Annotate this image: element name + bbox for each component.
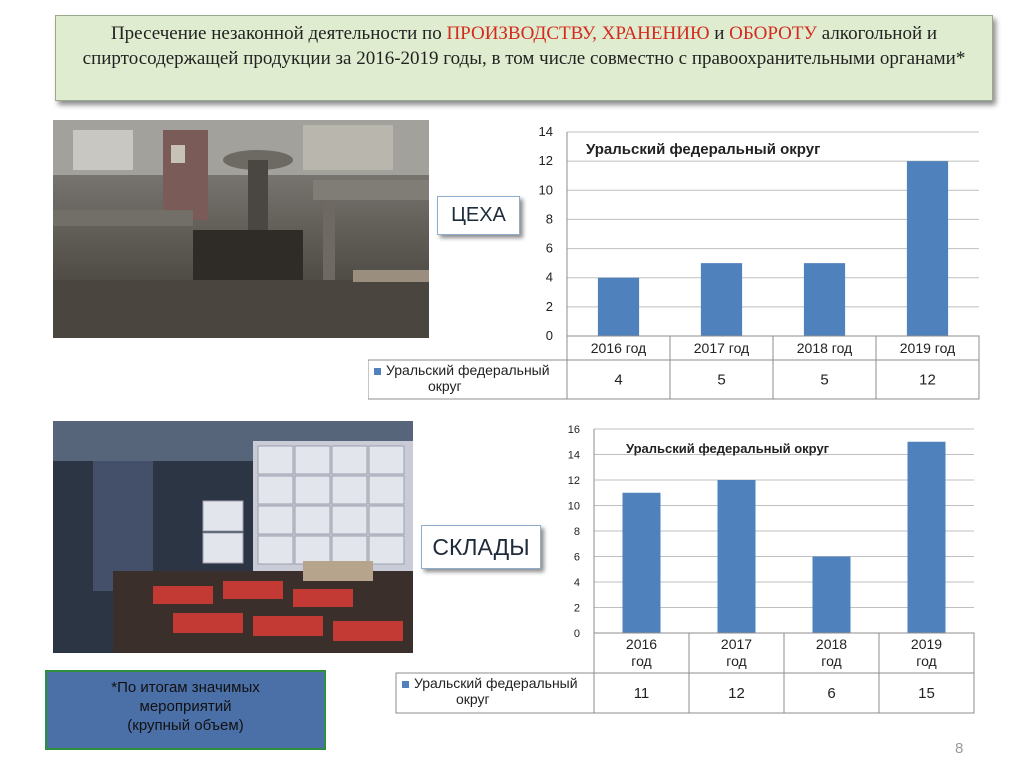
chart2-y-tick-label: 2	[573, 602, 580, 615]
chart1-category-label: 2017 год	[693, 340, 750, 356]
chart2-y-tick-label: 4	[573, 577, 580, 589]
chart2-data-table	[396, 633, 974, 713]
slide-title	[55, 15, 993, 101]
workshops-chart	[368, 120, 984, 405]
chart2-title: Уральский федеральный округ	[626, 441, 830, 456]
chart2-bar-2	[718, 480, 756, 633]
chart2-y-tick-label: 16	[567, 424, 580, 436]
chart1-category-label: 2018 год	[796, 340, 853, 356]
title-part1: Пресечение незаконной деятельности по	[110, 23, 447, 44]
chart2-y-ticks	[568, 424, 580, 640]
chart2-category-label: год	[631, 653, 652, 669]
chart1-y-tick-label: 8	[545, 211, 553, 227]
title-part3: алкогольной и спиртосодержащей продукции за 2016-2019 годы, в том числе совместно с правоохранительными органами*	[82, 23, 966, 69]
chart2-y-tick-label: 6	[573, 551, 580, 564]
chart2-series-name: Уральский федеральный	[414, 675, 578, 691]
chart2-y-tick-label: 14	[567, 449, 580, 462]
chart1-bar-1	[598, 278, 639, 336]
chart1-category-label: 2016 год	[590, 340, 647, 356]
chart1-y-tick-label: 10	[538, 182, 553, 198]
chart1-bar-2	[701, 263, 742, 336]
chart2-value-label: 12	[728, 685, 745, 702]
page-number: 8	[955, 740, 964, 757]
chart2-category-label: 2016	[625, 636, 658, 652]
chart1-y-tick-label: 2	[545, 298, 553, 314]
chart1-y-tick-label: 14	[538, 124, 553, 139]
chart1-value-label: 4	[614, 371, 623, 389]
chart1-y-tick-label: 0	[545, 328, 553, 343]
chart2-bar-4	[908, 442, 946, 633]
chart2-y-tick-label: 10	[567, 500, 580, 513]
chart2-value-label: 11	[633, 685, 650, 702]
chart2-y-tick-label: 0	[573, 628, 580, 640]
warehouses-label-text: СКЛАДЫ	[432, 533, 530, 560]
chart1-bar-4	[907, 161, 948, 336]
chart1-y-tick-label: 12	[538, 153, 553, 169]
chart2-category-label: год	[726, 653, 747, 669]
chart2-bar-3	[813, 557, 851, 634]
warehouses-chart	[368, 420, 984, 720]
footnote-box	[45, 670, 326, 750]
chart2-bar-1	[623, 493, 661, 633]
chart2-category-label: 2017	[720, 636, 753, 652]
chart2-value-label: 6	[827, 685, 836, 702]
workshops-label-text: ЦЕХА	[451, 204, 506, 226]
title-highlight-production: ПРОИЗВОДСТВУ, ХРАНЕНИЮ	[446, 23, 710, 44]
title-part2: и	[709, 23, 730, 44]
chart2-category-label: 2019	[910, 636, 943, 652]
chart2-value-label: 15	[918, 685, 935, 702]
chart1-series-name-cont: округ	[428, 378, 462, 394]
warehouse-photo	[53, 421, 413, 653]
footnote-line2: мероприятий	[139, 698, 232, 715]
chart1-title: Уральский федеральный округ	[586, 141, 821, 158]
chart1-y-ticks	[539, 124, 553, 343]
footnote-line1: *По итогам значимых	[111, 679, 260, 696]
chart1-y-tick-label: 4	[545, 269, 553, 285]
chart1-value-label: 12	[919, 371, 936, 389]
chart2-category-label: год	[821, 653, 842, 669]
chart2-series-name-cont: округ	[456, 691, 490, 707]
chart1-series-name: Уральский федеральный	[386, 362, 550, 378]
chart1-data-table	[368, 336, 979, 399]
chart1-y-tick-label: 6	[545, 240, 553, 256]
chart2-category-label: 2018	[815, 636, 848, 652]
chart2-category-label: год	[916, 653, 937, 669]
chart2-y-tick-label: 8	[573, 526, 580, 538]
chart2-y-tick-label: 12	[567, 475, 580, 487]
chart1-value-label: 5	[717, 371, 726, 389]
chart1-bar-3	[804, 263, 845, 336]
chart2-bars	[623, 442, 946, 633]
chart1-legend-key	[374, 368, 381, 375]
chart1-category-label: 2019 год	[899, 340, 956, 356]
chart2-legend-key	[402, 681, 409, 688]
footnote-line3: (крупный объем)	[127, 717, 244, 734]
title-highlight-turnover: ОБОРОТУ	[729, 23, 817, 44]
chart1-value-label: 5	[820, 371, 829, 389]
